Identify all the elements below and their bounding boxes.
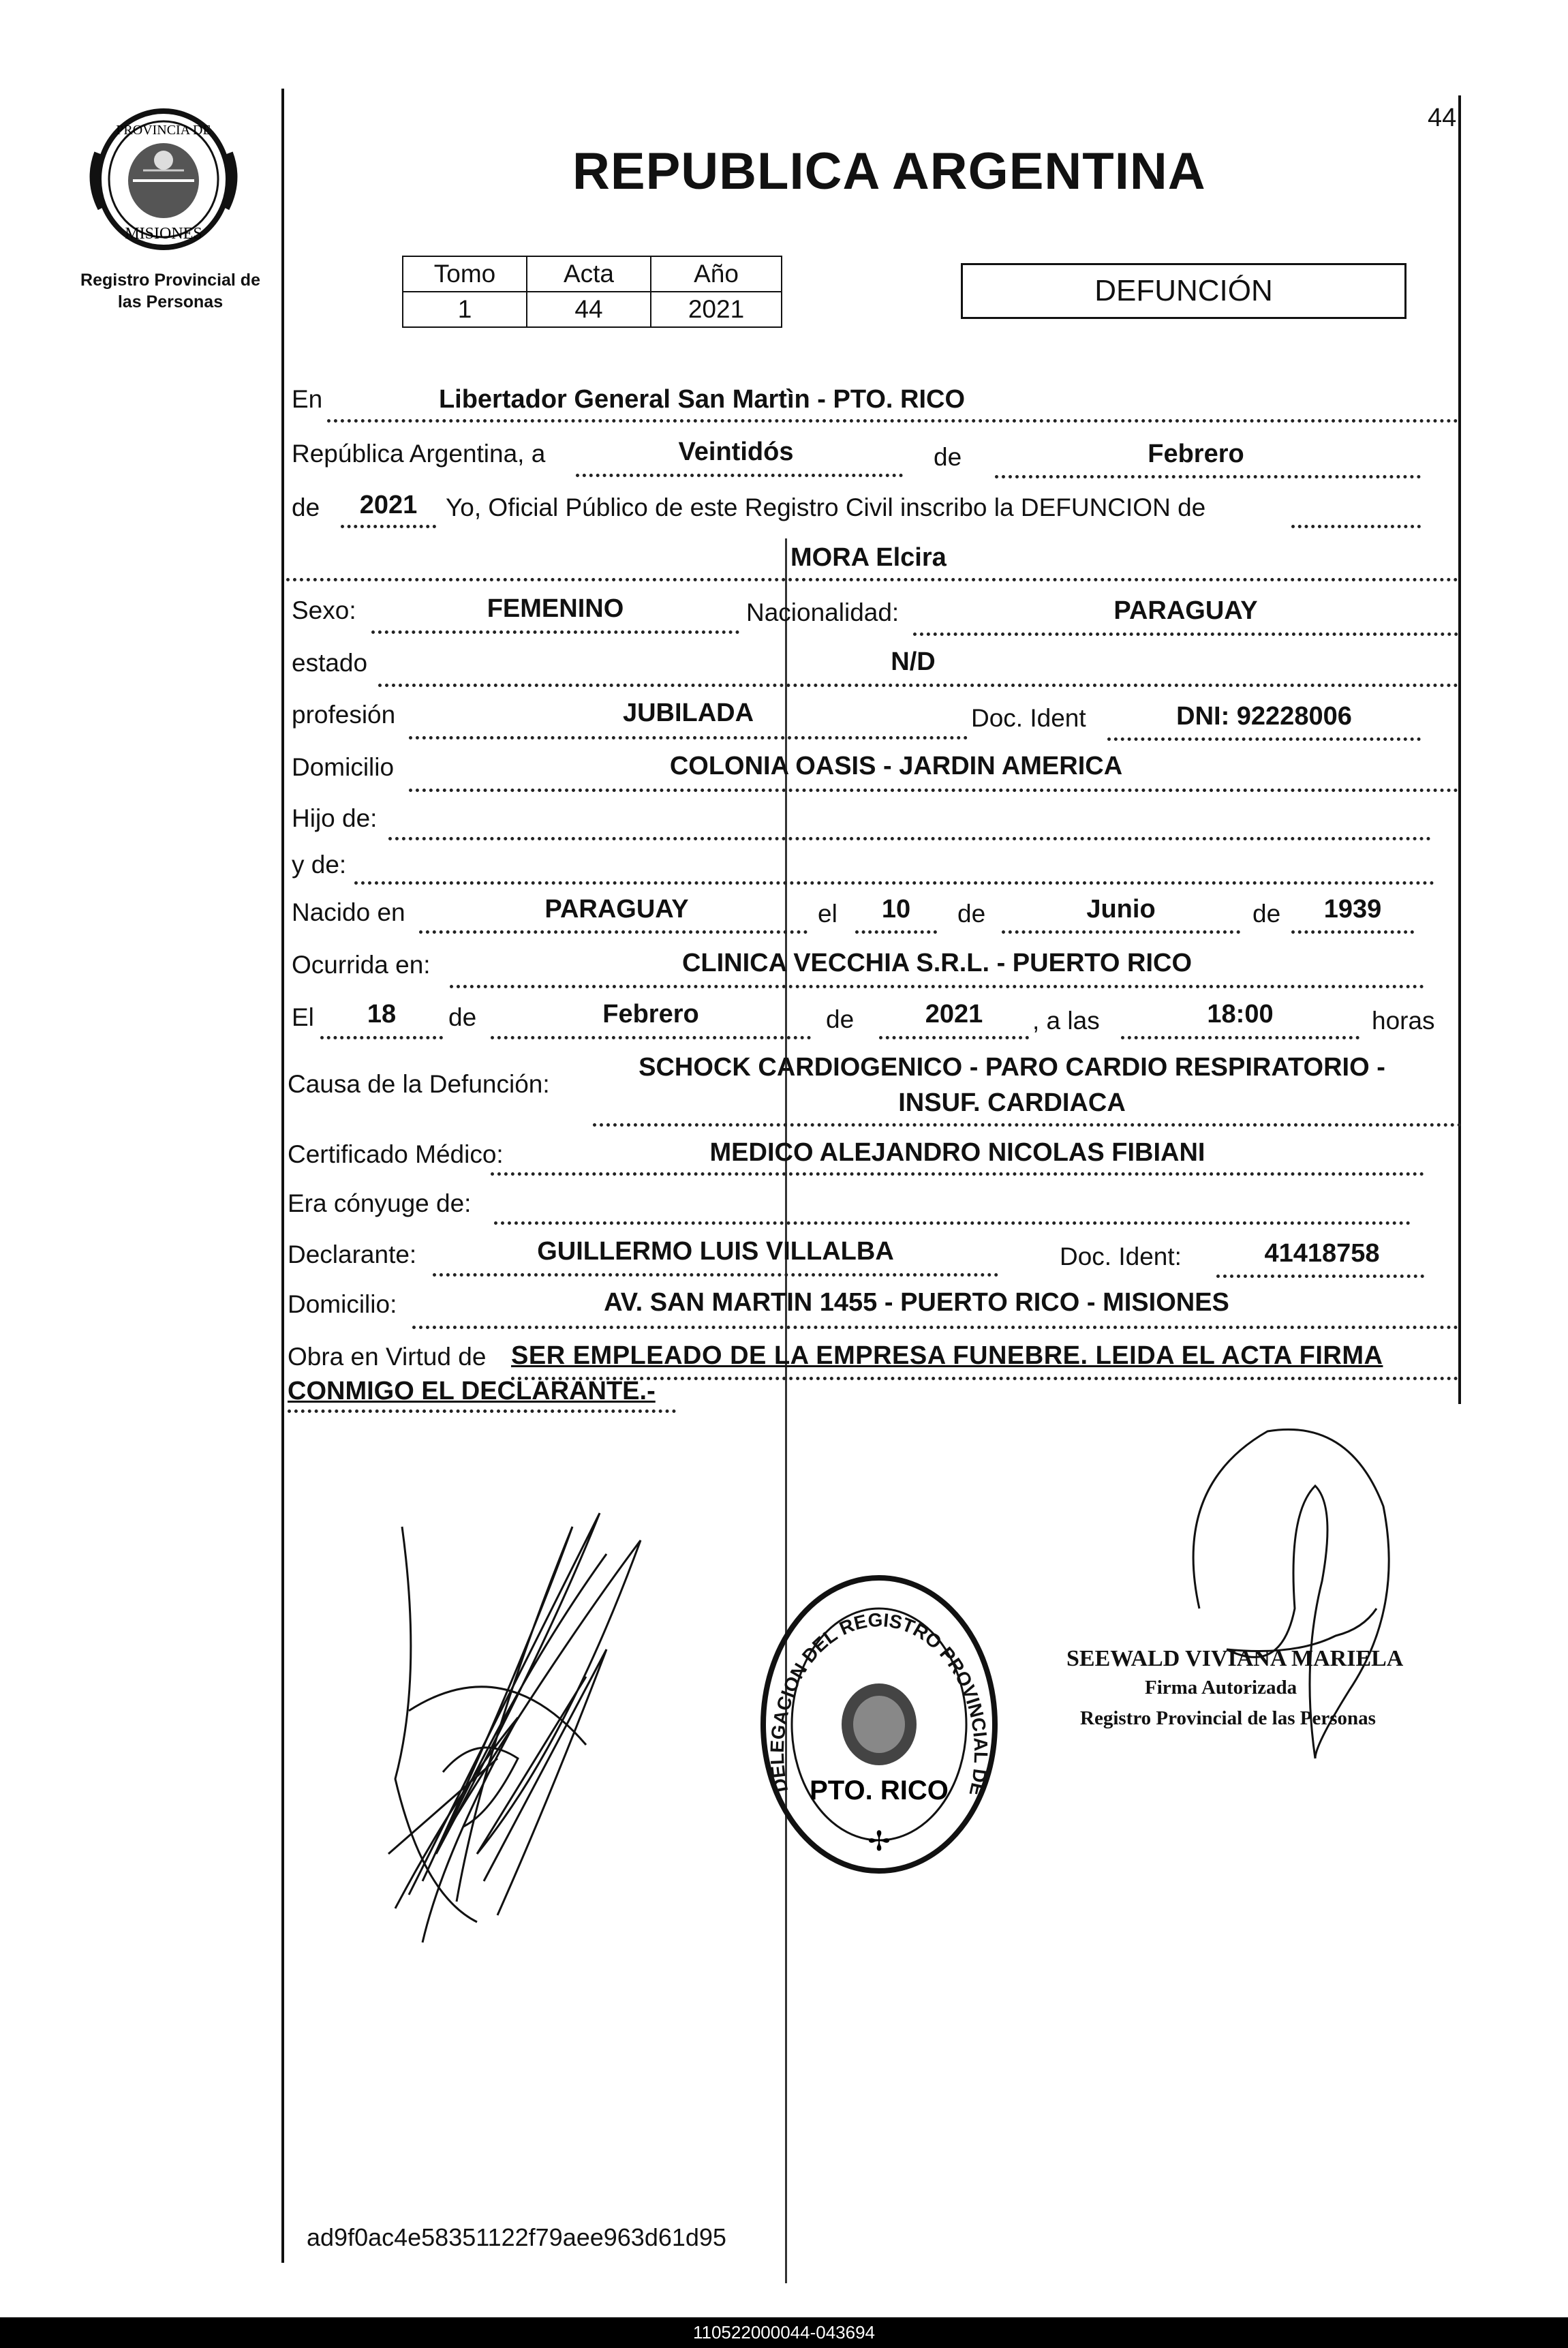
death-de2: de [826,1005,855,1033]
obra-dots-1 [511,1377,1458,1380]
col-acta: Acta [527,256,651,292]
stamp-star-icon: ✢ [867,1826,891,1857]
doc-ident-dots [1107,737,1421,741]
ocurrida-value: CLINICA VECCHIA S.R.L. - PUERTO RICO [681,949,1193,977]
profesion-value: JUBILADA [622,699,754,727]
hijo-dots [388,837,1431,840]
nacido-de2: de [1252,900,1281,928]
en-value: Libertador General San Martìn - PTO. RICO [438,385,966,414]
year-dots [341,525,436,528]
declarant-signature [382,1472,668,1949]
en-dots [327,419,1458,423]
nacido-el: el [818,900,837,928]
ocurrida-label: Ocurrida en: [292,951,431,979]
province-seal-logo [85,106,242,252]
day-value: Veintidós [678,438,794,466]
col-tomo: Tomo [403,256,527,292]
certificado-value: MEDICO ALEJANDRO NICOLAS FIBIANI [709,1138,1205,1167]
obra-dots-2 [288,1409,676,1413]
inscribe-text: Yo, Oficial Público de este Registro Civil inscribo la DEFUNCION de [446,493,1206,521]
sexo-label: Sexo: [292,596,356,624]
seal-text-top: PROVINCIA DE [116,123,211,138]
nacionalidad-label: Nacionalidad: [746,598,900,626]
issuer-label: Registro Provincial de las Personas [80,271,260,311]
deceased-name: MORA Elcira [790,543,947,572]
sexo-value: FEMENINO [487,594,624,623]
nacido-value: PARAGUAY [544,895,689,924]
official-name: SEEWALD VIVIANA MARIELA [1066,1646,1404,1671]
acta-value: 44 [527,292,651,327]
obra-label: Obra en Virtud de [288,1343,487,1371]
official-role: Firma Autorizada [1145,1677,1297,1698]
document-type-box: DEFUNCIÓN [961,263,1406,319]
declarante-doc-label: Doc. Ident: [1060,1242,1182,1270]
nacionalidad-value: PARAGUAY [1113,596,1258,625]
page-number: 44 [1428,104,1457,132]
hijo-label: Hijo de: [292,804,378,832]
death-day-dots [320,1036,443,1039]
en-label: En [292,385,323,413]
death-month-dots [491,1036,811,1039]
certificado-label: Certificado Médico: [288,1140,504,1168]
year-prefix: de [292,493,320,521]
ocurrida-dots [450,985,1424,988]
conyuge-label: Era cónyuge de: [288,1189,472,1217]
stamp-text: DELEGACION DEL REGISTRO PROVINCIAL DE [766,1608,992,1798]
declarante-value: GUILLERMO LUIS VILLALBA [537,1237,894,1266]
horas-label: horas [1372,1007,1435,1035]
profesion-label: profesión [292,701,396,729]
nacido-day-dots [855,930,937,934]
profesion-dots [409,736,968,740]
death-time: 18:00 [1207,1000,1274,1028]
stamp-location: PTO. RICO [810,1775,949,1805]
estado-dots [378,684,1458,687]
year-value: 2021 [359,491,418,519]
document-hash: ad9f0ac4e58351122f79aee963d61d95 [307,2223,726,2251]
record-table [402,256,782,328]
doc-ident-label: Doc. Ident [971,704,1086,732]
declarante-label: Declarante: [288,1240,417,1268]
estado-label: estado [292,649,368,677]
barcode-band [0,2317,1568,2348]
right-border-line [1458,95,1461,1404]
nacido-de1: de [957,900,986,928]
name-dots [286,578,1458,581]
obra-value-line1: SER EMPLEADO DE LA EMPRESA FUNEBRE. LEIDA EL ACTA FIRMA [511,1341,1383,1370]
el2-label: El [292,1003,314,1031]
obra-value-line2: CONMIGO EL DECLARANTE.- [288,1377,656,1405]
nacido-month-dots [1002,930,1240,934]
death-de1: de [448,1003,477,1031]
doc-ident-value: DNI: 92228006 [1176,702,1352,731]
col-anio: Año [651,256,782,292]
tomo-value: 1 [403,292,527,327]
delegation-stamp [750,1568,1009,1881]
domicilio2-dots [412,1326,1458,1329]
sexo-dots [371,630,739,634]
month-value: Febrero [1148,440,1244,468]
causa-label: Causa de la Defunción: [288,1070,550,1098]
causa-line1: SCHOCK CARDIOGENICO - PARO CARDIO RESPIRATORIO - [639,1053,1385,1082]
republica-label: República Argentina, a [292,440,546,468]
alas-label: , a las [1032,1007,1100,1035]
nacido-year: 1939 [1323,895,1382,924]
death-year: 2021 [925,1000,983,1028]
month-dots [995,475,1421,478]
day-dots [576,474,903,477]
declarante-doc-value: 41418758 [1264,1239,1380,1268]
fold-line [785,538,787,2283]
causa-dots [593,1123,1462,1127]
death-day: 18 [367,1000,397,1028]
death-month: Febrero [602,1000,699,1028]
nacido-day: 10 [881,895,911,924]
domicilio-label: Domicilio [292,753,395,781]
domicilio-value: COLONIA OASIS - JARDIN AMERICA [669,752,1123,780]
nacido-label: Nacido en [292,898,405,926]
yde-label: y de: [292,851,347,879]
de-label: de [934,443,962,471]
declarante-doc-dots [1216,1275,1424,1278]
conyuge-dots [494,1221,1411,1225]
nacido-year-dots [1291,930,1414,934]
yde-dots [354,881,1434,885]
official-office: Registro Provincial de las Personas [1080,1707,1376,1729]
left-border-line [281,89,284,2263]
certificado-dots [491,1172,1424,1176]
seal-text-bottom: MISIONES [125,225,202,243]
nacido-dots [419,930,808,934]
page-title: REPUBLICA ARGENTINA [572,142,1206,200]
domicilio2-value: AV. SAN MARTIN 1455 - PUERTO RICO - MISIONES [604,1288,1229,1317]
domicilio2-label: Domicilio: [288,1290,397,1318]
domicilio-dots [409,789,1458,792]
declarante-dots [433,1273,998,1277]
death-time-dots [1121,1036,1359,1039]
barcode-text: 110522000044-043694 [692,2322,875,2343]
inscribe-dots [1291,525,1421,528]
estado-value: N/D [891,647,936,676]
anio-value: 2021 [651,292,782,327]
nacionalidad-dots [913,632,1458,636]
causa-line2: INSUF. CARDIACA [898,1088,1126,1117]
nacido-month: Junio [1086,895,1156,924]
death-year-dots [879,1036,1029,1039]
